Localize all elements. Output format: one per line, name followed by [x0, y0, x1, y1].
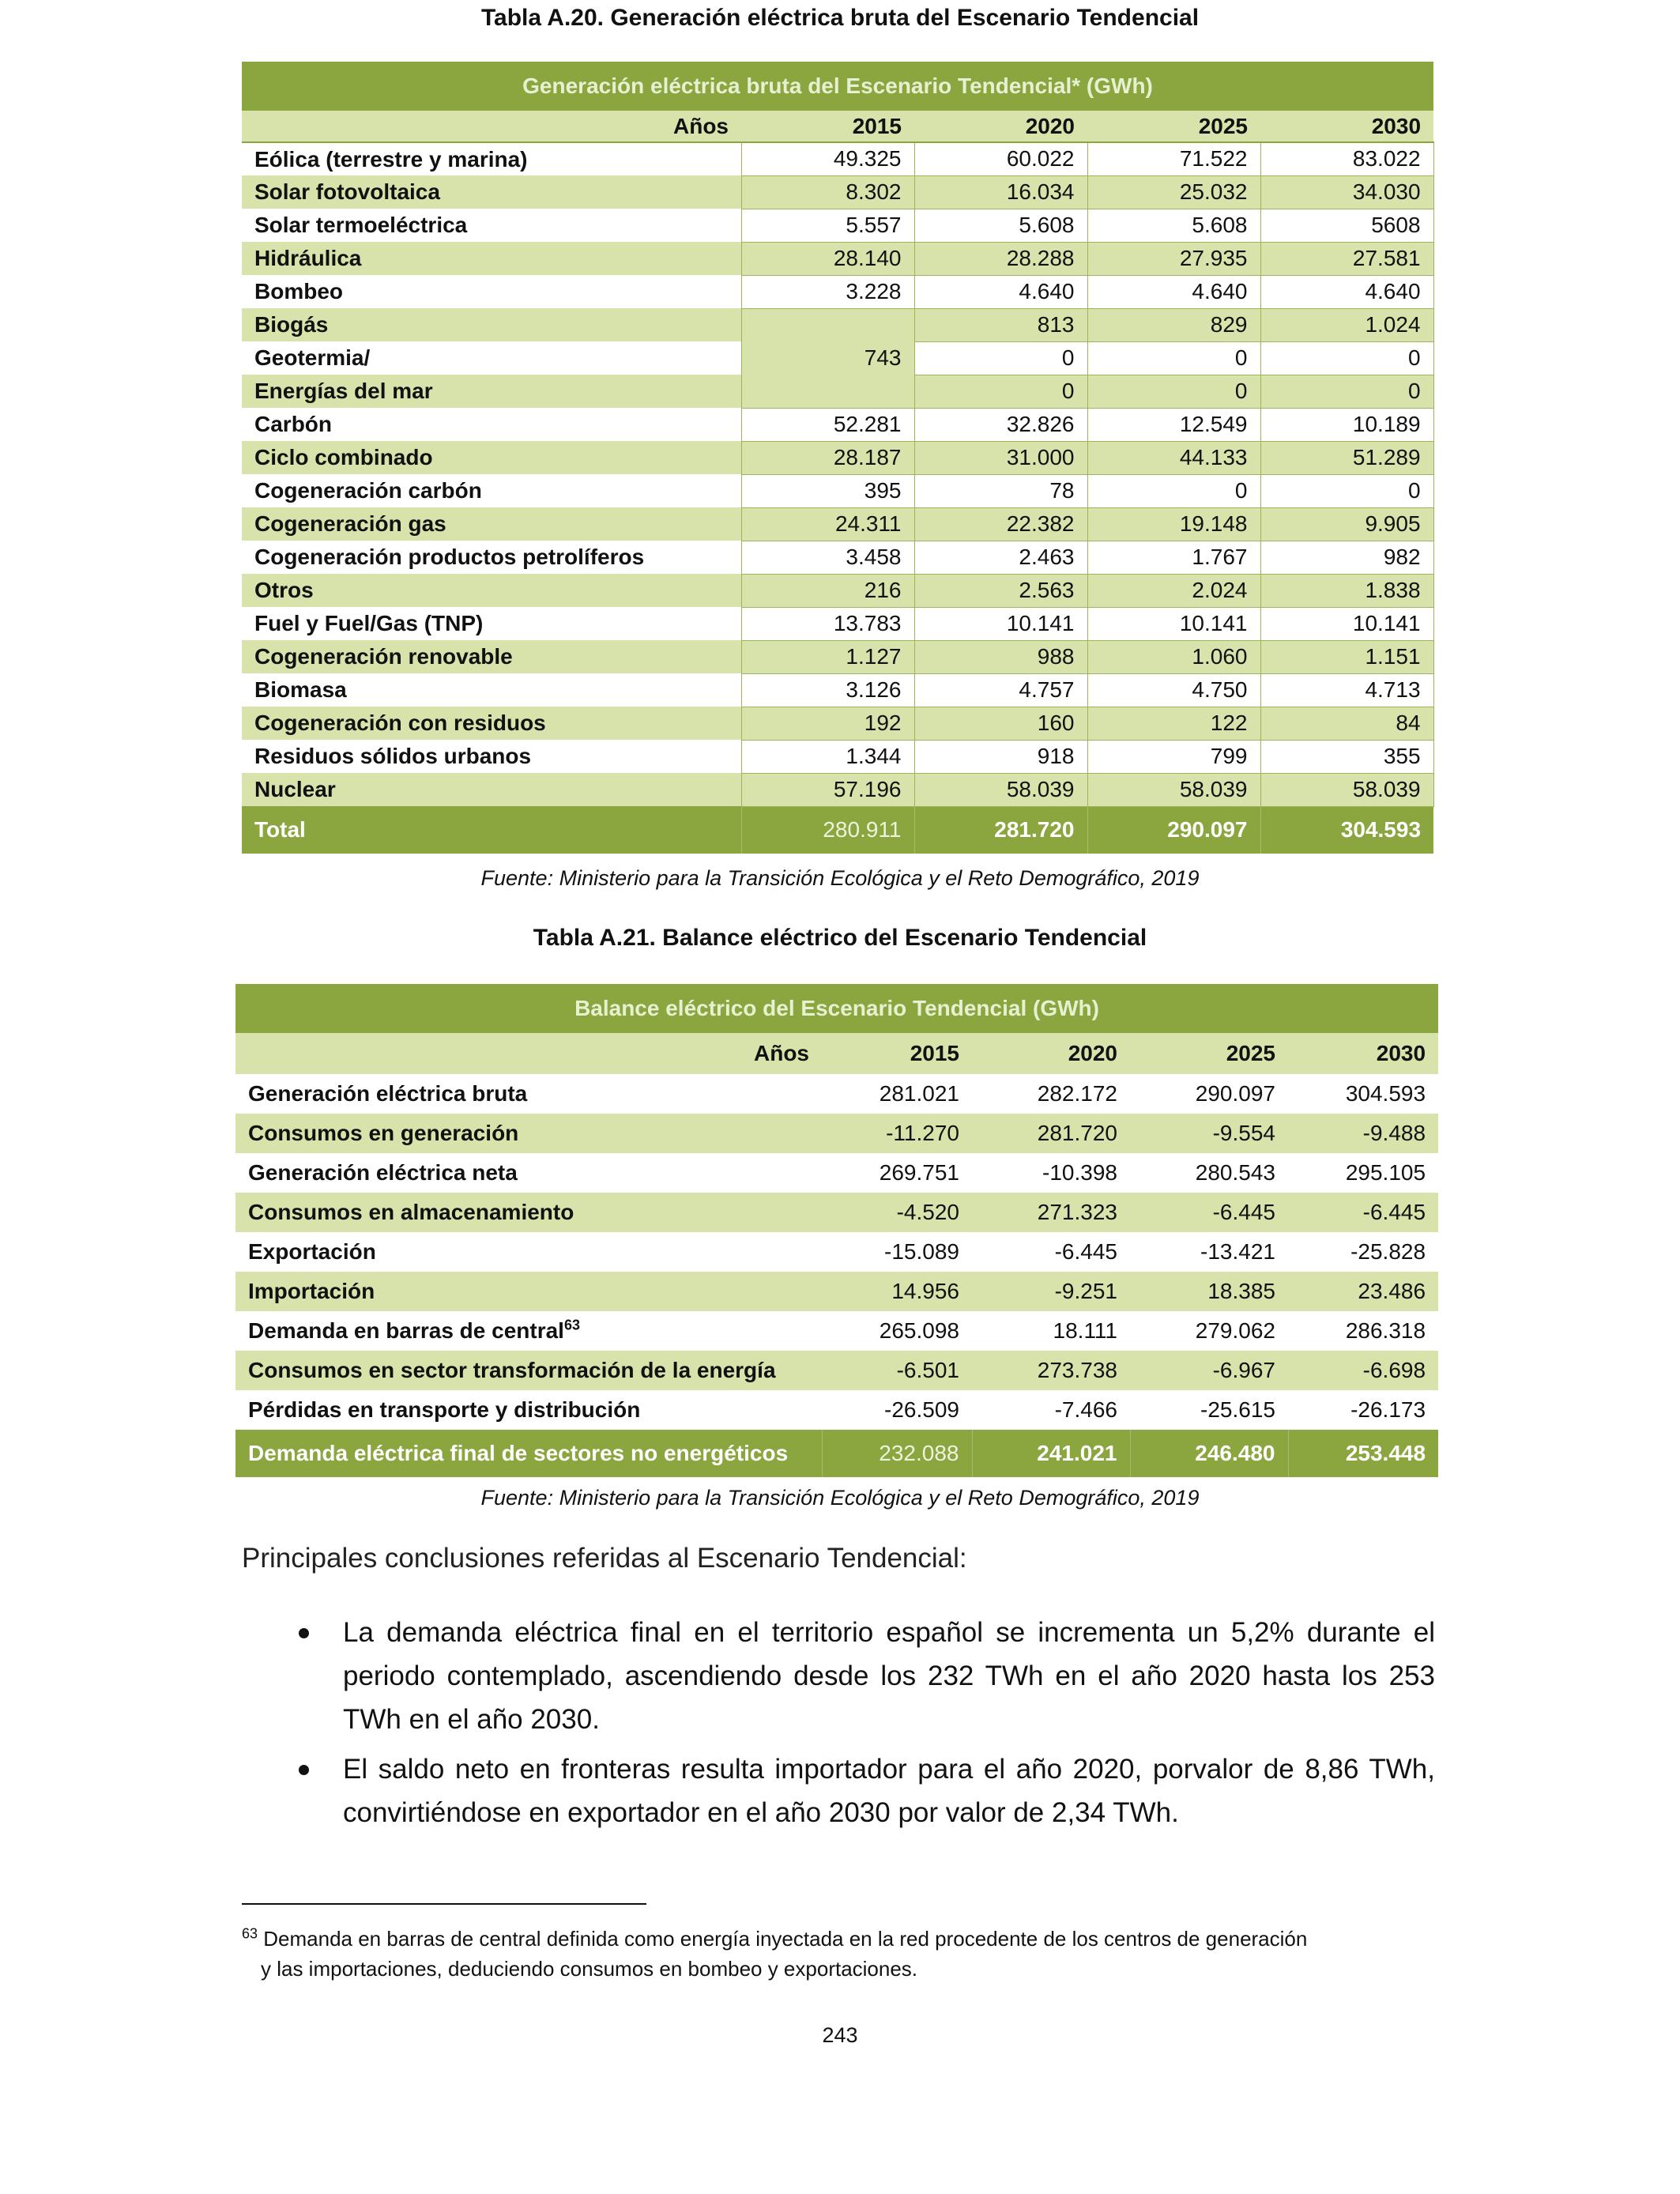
table-cell: 282.172	[972, 1074, 1130, 1114]
table-cell: 216	[741, 574, 914, 607]
table-cell: -15.089	[822, 1232, 972, 1272]
table-row	[242, 607, 1433, 640]
table-cell: 4.750	[1087, 673, 1260, 707]
table-row	[242, 209, 1433, 242]
year-header: 2020	[914, 111, 1087, 142]
total-cell: 281.720	[914, 806, 1087, 854]
table-cell: -6.445	[1288, 1193, 1438, 1232]
table-cell: 918	[914, 740, 1087, 773]
bullet-text: La demanda eléctrica final en el territorio español se incrementa un 5,2% durante el periodo contemplado, ascendiendo desde los 232 TWh en el año 2020 hasta los 253 TWh en el año 2030.	[343, 1617, 1435, 1735]
table-cell: 3.126	[741, 673, 914, 707]
table-cell: 0	[1087, 341, 1260, 375]
table-cell: 0	[914, 375, 1087, 408]
footnote-text-continued: y las importaciones, deduciendo consumos en bombeo y exportaciones.	[261, 1957, 918, 1981]
row-label: Nuclear	[242, 773, 741, 806]
table-cell: 122	[1087, 707, 1260, 740]
row-label-text: Demanda en barras de central	[248, 1318, 564, 1343]
year-header: 2025	[1087, 111, 1260, 142]
table-cell: 273.738	[972, 1351, 1130, 1390]
row-label: Eólica (terrestre y marina)	[242, 142, 741, 175]
table-row	[235, 1351, 1438, 1390]
table-row	[235, 1193, 1438, 1232]
table20-total-row	[242, 806, 1433, 854]
table-cell: 3.228	[741, 275, 914, 308]
table-cell: 2.024	[1087, 574, 1260, 607]
footnote-ref: 63	[563, 1317, 580, 1333]
table-cell: 982	[1260, 541, 1433, 574]
table-row	[242, 541, 1433, 574]
table-cell: -6.445	[1130, 1193, 1288, 1232]
row-label: Cogeneración carbón	[242, 474, 741, 507]
table-cell: 60.022	[914, 142, 1087, 175]
table-cell: -9.488	[1288, 1114, 1438, 1153]
table-cell: 10.141	[1260, 607, 1433, 640]
table-cell: 1.060	[1087, 640, 1260, 673]
table-row	[242, 142, 1433, 175]
total-label: Demanda eléctrica final de sectores no energéticos	[235, 1430, 822, 1477]
row-label: Ciclo combinado	[242, 441, 741, 474]
total-cell: 304.593	[1260, 806, 1433, 854]
total-cell: 232.088	[822, 1430, 972, 1477]
table-row	[242, 474, 1433, 507]
table-row	[242, 441, 1433, 474]
row-label: Otros	[242, 574, 741, 607]
table21-title: Balance eléctrico del Escenario Tendencial (GWh)	[235, 984, 1438, 1033]
row-label	[235, 1351, 822, 1390]
table21-source: Fuente: Ministerio para la Transición Ecológica y el Reto Demográfico, 2019	[480, 1486, 1200, 1510]
table-row	[235, 1114, 1438, 1153]
row-label: Biomasa	[242, 673, 741, 707]
table-cell: -6.967	[1130, 1351, 1288, 1390]
row-label	[235, 1114, 822, 1153]
row-label: Hidráulica	[242, 242, 741, 275]
footnote-number: 63	[242, 1925, 258, 1942]
table-cell: -13.421	[1130, 1232, 1288, 1272]
table-cell: 1.767	[1087, 541, 1260, 574]
table-cell: -11.270	[822, 1114, 972, 1153]
table-row	[235, 1390, 1438, 1430]
table-cell: 279.062	[1130, 1311, 1288, 1351]
year-header: 2020	[972, 1033, 1130, 1074]
row-label-text: Exportación	[248, 1239, 376, 1264]
table-row	[235, 1272, 1438, 1311]
table-cell: 57.196	[741, 773, 914, 806]
table-row	[242, 740, 1433, 773]
footnote-divider	[242, 1903, 646, 1905]
row-label	[235, 1193, 822, 1232]
merged-cell: 743	[741, 308, 914, 408]
table-cell: 28.288	[914, 242, 1087, 275]
conclusions-list	[242, 1611, 1435, 1841]
row-label: Solar termoeléctrica	[242, 209, 741, 242]
row-label-text: Pérdidas en transporte y distribución	[248, 1397, 641, 1422]
table-cell: 31.000	[914, 441, 1087, 474]
table-cell: 799	[1087, 740, 1260, 773]
table-cell: 355	[1260, 740, 1433, 773]
table-cell: 1.024	[1260, 308, 1433, 341]
row-label	[235, 1272, 822, 1311]
table-cell: 44.133	[1087, 441, 1260, 474]
table-row	[242, 408, 1433, 441]
table-cell: 34.030	[1260, 175, 1433, 209]
table-cell: -10.398	[972, 1153, 1130, 1193]
table-cell: 0	[1260, 474, 1433, 507]
table21-header-row	[235, 1033, 1438, 1074]
table-cell: 58.039	[1260, 773, 1433, 806]
table-cell: -6.698	[1288, 1351, 1438, 1390]
table-cell: 27.935	[1087, 242, 1260, 275]
table-row	[242, 507, 1433, 541]
table-cell: 290.097	[1130, 1074, 1288, 1114]
years-label: Años	[235, 1033, 822, 1074]
total-cell: 241.021	[972, 1430, 1130, 1477]
table-cell: 18.385	[1130, 1272, 1288, 1311]
table-cell: 78	[914, 474, 1087, 507]
table-cell: 1.838	[1260, 574, 1433, 607]
table-cell: 5608	[1260, 209, 1433, 242]
table-cell: 192	[741, 707, 914, 740]
table-cell: -26.173	[1288, 1390, 1438, 1430]
table-row	[242, 673, 1433, 707]
table-cell: 395	[741, 474, 914, 507]
table-cell: -26.509	[822, 1390, 972, 1430]
row-label	[235, 1390, 822, 1430]
table-cell: 160	[914, 707, 1087, 740]
table-cell: 1.344	[741, 740, 914, 773]
table-cell: -25.615	[1130, 1390, 1288, 1430]
row-label: Cogeneración con residuos	[242, 707, 741, 740]
row-label: Geotermia/	[242, 341, 741, 375]
table-cell: 0	[1087, 474, 1260, 507]
table-cell: -25.828	[1288, 1232, 1438, 1272]
row-label: Fuel y Fuel/Gas (TNP)	[242, 607, 741, 640]
year-header: 2030	[1288, 1033, 1438, 1074]
table-cell: 71.522	[1087, 142, 1260, 175]
table-row	[242, 640, 1433, 673]
table-cell: 19.148	[1087, 507, 1260, 541]
year-header: 2030	[1260, 111, 1433, 142]
total-cell: 246.480	[1130, 1430, 1288, 1477]
table-cell: 18.111	[972, 1311, 1130, 1351]
table-cell: 3.458	[741, 541, 914, 574]
row-label	[235, 1311, 822, 1351]
total-cell: 290.097	[1087, 806, 1260, 854]
footnote-text: Demanda en barras de central definida como energía inyectada en la red procedente de los centros de generación	[263, 1927, 1308, 1951]
table-cell: 83.022	[1260, 142, 1433, 175]
table-cell: -9.251	[972, 1272, 1130, 1311]
table-cell: 265.098	[822, 1311, 972, 1351]
table-cell: 304.593	[1288, 1074, 1438, 1114]
row-label	[235, 1074, 822, 1114]
row-label: Residuos sólidos urbanos	[242, 740, 741, 773]
table-cell: 9.905	[1260, 507, 1433, 541]
table-cell: 1.151	[1260, 640, 1433, 673]
table-cell: 2.563	[914, 574, 1087, 607]
table-row	[242, 175, 1433, 209]
table-cell: 25.032	[1087, 175, 1260, 209]
table-cell: 0	[1260, 341, 1433, 375]
table-cell: 5.608	[914, 209, 1087, 242]
table-cell: 281.021	[822, 1074, 972, 1114]
table20-source: Fuente: Ministerio para la Transición Ecológica y el Reto Demográfico, 2019	[480, 866, 1200, 890]
total-cell: 280.911	[741, 806, 914, 854]
table-row	[235, 1153, 1438, 1193]
table-cell: 988	[914, 640, 1087, 673]
table-cell: 0	[1260, 375, 1433, 408]
table-cell: -7.466	[972, 1390, 1130, 1430]
table20-header-row	[242, 111, 1433, 142]
table-cell: 52.281	[741, 408, 914, 441]
row-label-text: Generación eléctrica bruta	[248, 1081, 528, 1106]
table-row	[235, 1311, 1438, 1351]
table-row	[242, 707, 1433, 740]
table-cell: 4.757	[914, 673, 1087, 707]
table-cell: 23.486	[1288, 1272, 1438, 1311]
list-item	[242, 1747, 1435, 1834]
table21-total-row	[235, 1430, 1438, 1477]
table20-caption: Tabla A.20. Generación eléctrica bruta del Escenario Tendencial	[480, 5, 1200, 31]
total-cell: 253.448	[1288, 1430, 1438, 1477]
conclusions-heading: Principales conclusiones referidas al Escenario Tendencial:	[242, 1543, 967, 1574]
table-cell: 32.826	[914, 408, 1087, 441]
year-header: 2015	[822, 1033, 972, 1074]
list-item	[242, 1611, 1435, 1741]
row-label	[235, 1153, 822, 1193]
table-cell: 1.127	[741, 640, 914, 673]
table-cell: 13.783	[741, 607, 914, 640]
table-cell: -4.520	[822, 1193, 972, 1232]
table-cell: 281.720	[972, 1114, 1130, 1153]
row-label-text: Consumos en almacenamiento	[248, 1200, 574, 1224]
table-row	[242, 308, 1433, 341]
table-cell: 280.543	[1130, 1153, 1288, 1193]
table-cell: -9.554	[1130, 1114, 1288, 1153]
table-cell: 813	[914, 308, 1087, 341]
table-cell: 27.581	[1260, 242, 1433, 275]
table-cell: 271.323	[972, 1193, 1130, 1232]
bullet-text: El saldo neto en fronteras resulta importador para el año 2020, porvalor de 8,86 TWh, convirtiéndose en exportador en el año 2030 por valor de 2,34 TWh.	[343, 1754, 1435, 1828]
row-label: Energías del mar	[242, 375, 741, 408]
year-header: 2025	[1130, 1033, 1288, 1074]
row-label-text: Importación	[248, 1279, 375, 1303]
table-cell: 5.557	[741, 209, 914, 242]
bullet-icon	[299, 1765, 309, 1775]
table-cell: 4.640	[1260, 275, 1433, 308]
table21	[235, 984, 1438, 1477]
row-label-text: Consumos en sector transformación de la energía	[248, 1358, 776, 1382]
table-cell: 5.608	[1087, 209, 1260, 242]
row-label	[235, 1232, 822, 1272]
table-cell: 286.318	[1288, 1311, 1438, 1351]
table-cell: 22.382	[914, 507, 1087, 541]
bullet-icon	[299, 1628, 309, 1638]
table-cell: 51.289	[1260, 441, 1433, 474]
table-cell: 16.034	[914, 175, 1087, 209]
table-cell: 58.039	[1087, 773, 1260, 806]
table20-title: Generación eléctrica bruta del Escenario Tendencial* (GWh)	[242, 62, 1433, 111]
table-cell: -6.501	[822, 1351, 972, 1390]
row-label: Cogeneración renovable	[242, 640, 741, 673]
row-label: Cogeneración productos petrolíferos	[242, 541, 741, 574]
row-label-text: Generación eléctrica neta	[248, 1160, 518, 1185]
table-row	[242, 773, 1433, 806]
table-cell: 58.039	[914, 773, 1087, 806]
table21-caption: Tabla A.21. Balance eléctrico del Escenario Tendencial	[533, 925, 1147, 951]
table-cell: 10.141	[914, 607, 1087, 640]
year-header: 2015	[741, 111, 914, 142]
table-cell: 49.325	[741, 142, 914, 175]
table-row	[235, 1232, 1438, 1272]
years-label: Años	[242, 111, 741, 142]
table-cell: -6.445	[972, 1232, 1130, 1272]
table-row	[235, 1074, 1438, 1114]
table-cell: 829	[1087, 308, 1260, 341]
table-cell: 24.311	[741, 507, 914, 541]
table-cell: 2.463	[914, 541, 1087, 574]
table-cell: 28.187	[741, 441, 914, 474]
total-label: Total	[242, 806, 741, 854]
table-cell: 0	[1087, 375, 1260, 408]
row-label: Bombeo	[242, 275, 741, 308]
table-cell: 10.189	[1260, 408, 1433, 441]
row-label: Cogeneración gas	[242, 507, 741, 541]
table-cell: 295.105	[1288, 1153, 1438, 1193]
table-row	[242, 275, 1433, 308]
table-cell: 10.141	[1087, 607, 1260, 640]
table-cell: 14.956	[822, 1272, 972, 1311]
row-label-text: Consumos en generación	[248, 1121, 519, 1145]
table-row	[242, 242, 1433, 275]
table-cell: 8.302	[741, 175, 914, 209]
row-label: Solar fotovoltaica	[242, 175, 741, 209]
table-cell: 4.640	[1087, 275, 1260, 308]
row-label: Biogás	[242, 308, 741, 341]
table-cell: 4.713	[1260, 673, 1433, 707]
table-cell: 0	[914, 341, 1087, 375]
footnote	[242, 1924, 1443, 1984]
row-label: Carbón	[242, 408, 741, 441]
table-cell: 4.640	[914, 275, 1087, 308]
table20	[242, 62, 1434, 854]
page-number: 243	[822, 2023, 858, 2047]
table-cell: 12.549	[1087, 408, 1260, 441]
table-cell: 28.140	[741, 242, 914, 275]
table-row	[242, 574, 1433, 607]
table-cell: 84	[1260, 707, 1433, 740]
table-cell: 269.751	[822, 1153, 972, 1193]
